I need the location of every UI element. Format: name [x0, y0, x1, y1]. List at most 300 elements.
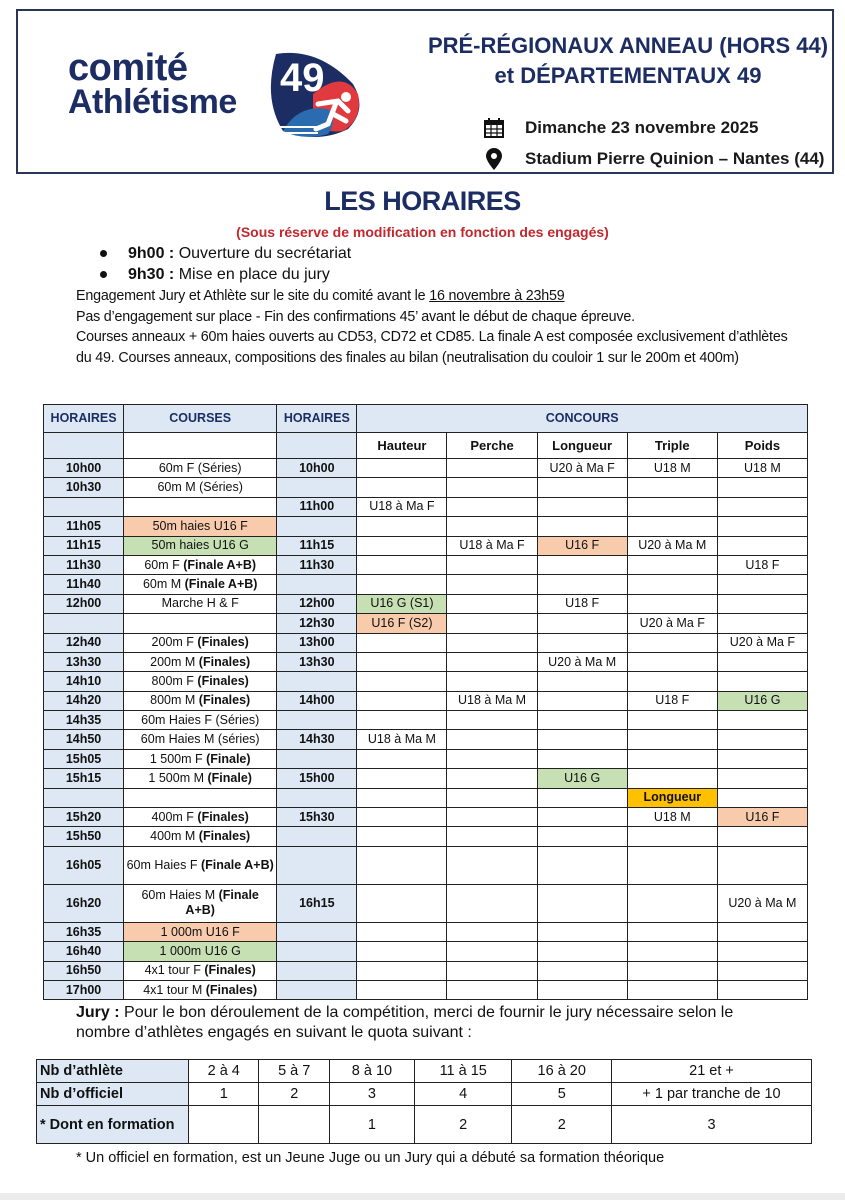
course-name: 1 000m U16 G [124, 942, 277, 961]
concours-time [277, 478, 357, 497]
concours-triple: U20 à Ma M [627, 536, 717, 555]
table-row [44, 594, 808, 613]
concours-triple: Longueur [627, 788, 717, 807]
quota-value: 3 [329, 1083, 414, 1106]
concours-hauteur [357, 652, 447, 671]
concours-perche [447, 459, 537, 478]
event-date-row [483, 117, 758, 139]
header-horaires-concours: HORAIRES [277, 405, 357, 433]
concours-hauteur [357, 711, 447, 730]
concours-longueur [537, 691, 627, 710]
concours-triple [627, 497, 717, 516]
course-name: 200m F (Finales) [124, 633, 277, 652]
course-name [124, 788, 277, 807]
concours-perche [447, 827, 537, 846]
course-name: 4x1 tour F (Finales) [124, 961, 277, 980]
calendar-icon [483, 117, 505, 139]
concours-time [277, 711, 357, 730]
concours-longueur [537, 478, 627, 497]
table-row [44, 884, 808, 922]
concours-longueur: U18 F [537, 594, 627, 613]
table-row [44, 980, 808, 999]
concours-poids [717, 961, 807, 980]
concours-time: 12h00 [277, 594, 357, 613]
note-registration: Engagement Jury et Athlète sur le site du comité avant le 16 novembre à 23h59 [76, 288, 565, 304]
svg-text:49: 49 [280, 56, 325, 100]
concours-perche [447, 652, 537, 671]
course-time: 11h40 [44, 575, 124, 594]
quota-value: 2 [512, 1106, 612, 1144]
concours-poids [717, 980, 807, 999]
concours-longueur [537, 884, 627, 922]
table-row [44, 459, 808, 478]
concours-hauteur [357, 555, 447, 574]
quota-label: Nb d’officiel [37, 1083, 189, 1106]
quota-row [37, 1106, 812, 1144]
concours-time: 13h00 [277, 633, 357, 652]
course-name: 1 500m M (Finale) [124, 769, 277, 788]
course-name: 800m F (Finales) [124, 672, 277, 691]
concours-triple [627, 555, 717, 574]
table-row [44, 961, 808, 980]
concours-perche [447, 749, 537, 768]
concours-triple: U18 F [627, 691, 717, 710]
logo-line2: Athlétisme [68, 83, 237, 121]
concours-hauteur [357, 536, 447, 555]
course-name: 400m M (Finales) [124, 827, 277, 846]
concours-longueur: U20 à Ma F [537, 459, 627, 478]
course-time: 15h15 [44, 769, 124, 788]
concours-longueur [537, 980, 627, 999]
concours-longueur: U20 à Ma M [537, 652, 627, 671]
concours-poids [717, 749, 807, 768]
concours-poids [717, 536, 807, 555]
event-location-row [483, 148, 824, 170]
course-name [124, 497, 277, 516]
concours-hauteur [357, 922, 447, 941]
note-courses: Courses anneaux + 60m haies ouverts au CD53, CD72 et CD85. La finale A est composée exclusivement d’athlètes du 49. Courses anneaux, compositions des finales au bilan (neutralisation du couloir 1 sur le 200m et 400m) [76, 329, 788, 366]
concours-poids: U18 F [717, 555, 807, 574]
concours-triple [627, 846, 717, 884]
concours-subheader-row [44, 433, 808, 459]
event-header [16, 9, 834, 174]
quota-value: + 1 par tranche de 10 [612, 1083, 812, 1106]
concours-poids [717, 827, 807, 846]
course-time: 15h20 [44, 808, 124, 827]
concours-time [277, 827, 357, 846]
quota-value: 1 [329, 1106, 414, 1144]
concours-time [277, 961, 357, 980]
concours-time [277, 922, 357, 941]
quota-value: 2 [259, 1083, 329, 1106]
concours-longueur [537, 497, 627, 516]
quota-row [37, 1083, 812, 1106]
col-perche: Perche [447, 433, 537, 459]
concours-time: 16h15 [277, 884, 357, 922]
course-time: 11h30 [44, 555, 124, 574]
header-courses: COURSES [124, 405, 277, 433]
concours-perche [447, 672, 537, 691]
concours-time [277, 749, 357, 768]
concours-hauteur [357, 942, 447, 961]
concours-hauteur: U18 à Ma M [357, 730, 447, 749]
col-triple: Triple [627, 433, 717, 459]
concours-poids: U16 G [717, 691, 807, 710]
concours-longueur [537, 555, 627, 574]
concours-perche [447, 497, 537, 516]
course-name: 200m M (Finales) [124, 652, 277, 671]
concours-poids [717, 672, 807, 691]
course-name: 50m haies U16 G [124, 536, 277, 555]
concours-longueur [537, 827, 627, 846]
table-row [44, 691, 808, 710]
course-time: 16h05 [44, 846, 124, 884]
concours-time: 11h30 [277, 555, 357, 574]
course-time: 15h50 [44, 827, 124, 846]
concours-triple [627, 672, 717, 691]
concours-poids [717, 497, 807, 516]
concours-poids [717, 652, 807, 671]
concours-longueur [537, 711, 627, 730]
quota-value: 3 [612, 1106, 812, 1144]
concours-triple [627, 633, 717, 652]
concours-time [277, 846, 357, 884]
concours-longueur [537, 942, 627, 961]
map-pin-icon [483, 148, 505, 170]
concours-triple [627, 730, 717, 749]
concours-time [277, 672, 357, 691]
concours-time: 11h00 [277, 497, 357, 516]
registration-notes [76, 286, 796, 368]
quota-value [189, 1106, 259, 1144]
table-row [44, 730, 808, 749]
concours-triple [627, 478, 717, 497]
course-time: 16h35 [44, 922, 124, 941]
quota-value: 16 à 20 [512, 1060, 612, 1083]
concours-hauteur [357, 884, 447, 922]
concours-hauteur [357, 808, 447, 827]
concours-poids [717, 788, 807, 807]
concours-triple [627, 884, 717, 922]
concours-time: 15h00 [277, 769, 357, 788]
concours-perche [447, 555, 537, 574]
concours-time: 13h30 [277, 652, 357, 671]
quota-label: * Dont en formation [37, 1106, 189, 1144]
quota-value: 2 [414, 1106, 512, 1144]
concours-poids: U20 à Ma M [717, 884, 807, 922]
concours-hauteur [357, 846, 447, 884]
course-name [124, 614, 277, 633]
course-time: 16h40 [44, 942, 124, 961]
concours-hauteur: U18 à Ma F [357, 497, 447, 516]
concours-perche [447, 808, 537, 827]
course-name: 4x1 tour M (Finales) [124, 980, 277, 999]
concours-longueur [537, 808, 627, 827]
page-title: LES HORAIRES [324, 186, 521, 216]
col-poids: Poids [717, 433, 807, 459]
event-location: Stadium Pierre Quinion – Nantes (44) [525, 149, 825, 168]
concours-poids [717, 730, 807, 749]
col-longueur: Longueur [537, 433, 627, 459]
course-time: 10h30 [44, 478, 124, 497]
concours-hauteur [357, 478, 447, 497]
course-time: 10h00 [44, 459, 124, 478]
course-name: 60m F (Séries) [124, 459, 277, 478]
logo-line1: comité [68, 47, 188, 89]
table-row [44, 922, 808, 941]
concours-perche [447, 922, 537, 941]
course-name: 400m F (Finales) [124, 808, 277, 827]
concours-perche [447, 594, 537, 613]
course-time: 14h20 [44, 691, 124, 710]
course-time: 13h30 [44, 652, 124, 671]
concours-triple [627, 961, 717, 980]
course-name: 60m M (Séries) [124, 478, 277, 497]
concours-hauteur [357, 788, 447, 807]
comite-athletisme-logo [68, 49, 338, 144]
concours-hauteur [357, 827, 447, 846]
event-date: Dimanche 23 novembre 2025 [525, 118, 759, 137]
course-name: 1 000m U16 F [124, 922, 277, 941]
note-confirmation: Pas d’engagement sur place - Fin des confirmations 45’ avant le début de chaque épreuve. [76, 308, 635, 325]
concours-time [277, 942, 357, 961]
course-time: 17h00 [44, 980, 124, 999]
bullet-time: 9h00 : [128, 245, 175, 262]
table-row [44, 575, 808, 594]
course-time: 15h05 [44, 749, 124, 768]
quota-label: Nb d’athlète [37, 1060, 189, 1083]
concours-longueur [537, 788, 627, 807]
concours-longueur [537, 633, 627, 652]
course-time: 16h50 [44, 961, 124, 980]
concours-triple [627, 827, 717, 846]
concours-perche [447, 517, 537, 536]
concours-time: 15h30 [277, 808, 357, 827]
concours-hauteur [357, 769, 447, 788]
course-name: Marche H & F [124, 594, 277, 613]
table-row [44, 827, 808, 846]
concours-time [277, 575, 357, 594]
course-time: 12h00 [44, 594, 124, 613]
concours-perche [447, 961, 537, 980]
bullet-text: Mise en place du jury [174, 266, 330, 283]
table-row [44, 478, 808, 497]
concours-perche [447, 614, 537, 633]
concours-poids [717, 594, 807, 613]
table-row [44, 672, 808, 691]
course-time [44, 614, 124, 633]
concours-poids: U18 M [717, 459, 807, 478]
concours-perche [447, 711, 537, 730]
col-hauteur: Hauteur [357, 433, 447, 459]
course-time: 16h20 [44, 884, 124, 922]
table-row [44, 633, 808, 652]
concours-longueur [537, 575, 627, 594]
concours-longueur [537, 846, 627, 884]
concours-hauteur [357, 633, 447, 652]
table-row [44, 942, 808, 961]
quota-footnote: * Un officiel en formation, est un Jeune Juge ou un Jury qui a débuté sa formation théorique [76, 1150, 665, 1166]
event-title [423, 31, 833, 91]
concours-hauteur [357, 672, 447, 691]
concours-time: 12h30 [277, 614, 357, 633]
bullet-text: Ouverture du secrétariat [174, 245, 352, 262]
concours-perche [447, 769, 537, 788]
course-time: 12h40 [44, 633, 124, 652]
concours-hauteur [357, 517, 447, 536]
event-title-line1: PRÉ-RÉGIONAUX ANNEAU (HORS 44) [427, 33, 829, 58]
concours-longueur: U16 G [537, 769, 627, 788]
table-row [44, 788, 808, 807]
header-horaires: HORAIRES [44, 405, 124, 433]
event-title-line2: et DÉPARTEMENTAUX 49 [494, 63, 762, 88]
table-row [44, 749, 808, 768]
concours-perche [447, 575, 537, 594]
concours-triple [627, 749, 717, 768]
concours-hauteur [357, 459, 447, 478]
concours-time: 14h30 [277, 730, 357, 749]
concours-poids [717, 922, 807, 941]
concours-hauteur: U16 G (S1) [357, 594, 447, 613]
opening-times-list [100, 243, 351, 285]
table-row [44, 711, 808, 730]
concours-triple [627, 652, 717, 671]
course-name: 1 500m F (Finale) [124, 749, 277, 768]
concours-time [277, 980, 357, 999]
concours-hauteur [357, 961, 447, 980]
concours-perche [447, 980, 537, 999]
course-name: 60m Haies F (Finale A+B) [124, 846, 277, 884]
concours-hauteur [357, 749, 447, 768]
concours-perche [447, 942, 537, 961]
runner-badge-icon [258, 49, 368, 139]
schedule-table [43, 404, 808, 1000]
concours-time: 10h00 [277, 459, 357, 478]
jury-quota-table [36, 1059, 812, 1144]
concours-triple: U20 à Ma F [627, 614, 717, 633]
course-time [44, 497, 124, 516]
page-bottom-bar [0, 1193, 845, 1200]
concours-poids [717, 614, 807, 633]
concours-hauteur [357, 691, 447, 710]
table-row [44, 536, 808, 555]
concours-triple [627, 980, 717, 999]
concours-triple [627, 942, 717, 961]
quota-value: 8 à 10 [329, 1060, 414, 1083]
concours-perche: U18 à Ma M [447, 691, 537, 710]
bullet-time: 9h30 : [128, 266, 175, 283]
table-row [44, 846, 808, 884]
course-time: 11h05 [44, 517, 124, 536]
table-row [44, 769, 808, 788]
concours-poids [717, 769, 807, 788]
concours-hauteur: U16 F (S2) [357, 614, 447, 633]
concours-perche [447, 730, 537, 749]
concours-poids [717, 575, 807, 594]
concours-triple: U18 M [627, 808, 717, 827]
concours-hauteur [357, 980, 447, 999]
concours-poids [717, 711, 807, 730]
course-name: 60m Haies M (séries) [124, 730, 277, 749]
concours-longueur: U16 F [537, 536, 627, 555]
concours-triple [627, 575, 717, 594]
concours-poids [717, 942, 807, 961]
quota-value: 4 [414, 1083, 512, 1106]
registration-deadline: 16 novembre à 23h59 [429, 288, 565, 304]
concours-longueur [537, 749, 627, 768]
table-row [44, 497, 808, 516]
concours-longueur [537, 517, 627, 536]
concours-longueur [537, 922, 627, 941]
list-item [100, 264, 351, 285]
course-name: 50m haies U16 F [124, 517, 277, 536]
concours-poids [717, 517, 807, 536]
concours-triple [627, 922, 717, 941]
concours-time [277, 788, 357, 807]
quota-value: 2 à 4 [189, 1060, 259, 1083]
course-time: 14h50 [44, 730, 124, 749]
table-row [44, 652, 808, 671]
concours-longueur [537, 614, 627, 633]
concours-longueur [537, 730, 627, 749]
concours-longueur [537, 961, 627, 980]
concours-triple: U18 M [627, 459, 717, 478]
list-item [100, 243, 351, 264]
course-time: 14h35 [44, 711, 124, 730]
page-subtitle: (Sous réserve de modification en fonction des engagés) [236, 224, 609, 240]
table-row [44, 517, 808, 536]
course-name: 60m M (Finale A+B) [124, 575, 277, 594]
concours-perche [447, 884, 537, 922]
quota-value: 1 [189, 1083, 259, 1106]
concours-poids [717, 478, 807, 497]
quota-value: 11 à 15 [414, 1060, 512, 1083]
table-row [44, 808, 808, 827]
concours-perche [447, 846, 537, 884]
concours-triple [627, 711, 717, 730]
jury-instructions: Jury : Pour le bon déroulement de la compétition, merci de fournir le jury nécessaire selon le nombre d’athlètes engagés en suivant le quota suivant : [76, 1004, 734, 1041]
concours-perche: U18 à Ma F [447, 536, 537, 555]
concours-poids: U20 à Ma F [717, 633, 807, 652]
course-name: 800m M (Finales) [124, 691, 277, 710]
course-name: 60m Haies F (Séries) [124, 711, 277, 730]
concours-time [277, 517, 357, 536]
concours-poids [717, 846, 807, 884]
header-concours: CONCOURS [357, 405, 808, 433]
concours-perche [447, 478, 537, 497]
concours-time: 14h00 [277, 691, 357, 710]
concours-triple [627, 517, 717, 536]
concours-longueur [537, 672, 627, 691]
quota-value [259, 1106, 329, 1144]
concours-perche [447, 633, 537, 652]
course-name: 60m Haies M (Finale A+B) [124, 884, 277, 922]
concours-poids: U16 F [717, 808, 807, 827]
course-time [44, 788, 124, 807]
concours-time: 11h15 [277, 536, 357, 555]
course-name: 60m F (Finale A+B) [124, 555, 277, 574]
table-row [44, 614, 808, 633]
course-time: 14h10 [44, 672, 124, 691]
concours-triple [627, 594, 717, 613]
concours-perche [447, 788, 537, 807]
quota-value: 21 et + [612, 1060, 812, 1083]
course-time: 11h15 [44, 536, 124, 555]
table-row [44, 555, 808, 574]
concours-hauteur [357, 575, 447, 594]
concours-triple [627, 769, 717, 788]
quota-row [37, 1060, 812, 1083]
